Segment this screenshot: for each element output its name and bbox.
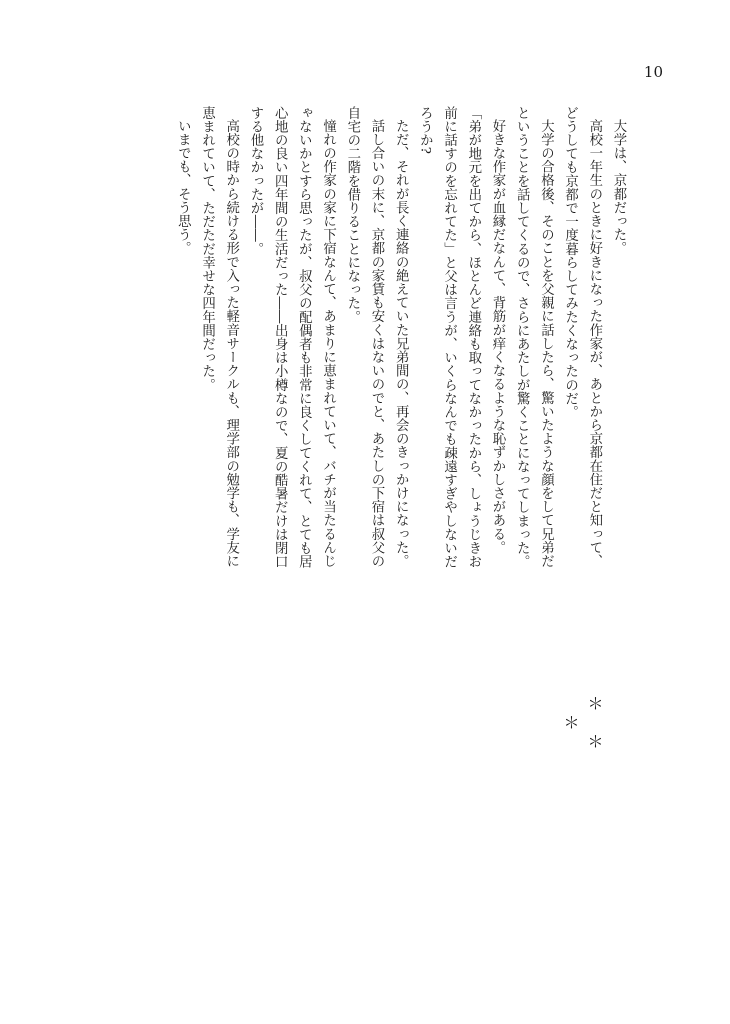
body-text: [150, 106, 630, 576]
paragraph: 好きな作家が血縁だなんて、背筋が痒くなるような恥ずかしさがある。: [489, 119, 505, 555]
paragraph: 「弟が地元を出てから、ほとんど連絡も取ってなかったから、しょうじきお前に話すのを忘れてた」と父は言うが、いくらなんでも疎遠すぎやしないだろうか?: [417, 106, 481, 569]
page-number: 10: [643, 63, 663, 81]
paragraph: いまでも、そう思う。: [175, 119, 191, 256]
paragraph: 話し合いの末に、京都の家賃も安くはないのでと、あたしの下宿は叔父の自宅の二階を借りることになった。: [344, 106, 384, 569]
paragraph: 大学の合格後、そのことを父親に話したら、驚いたような顔をして兄弟だということを話してくるので、さらにあたしが驚くことになってしまった。: [514, 106, 554, 569]
paragraph: 高校の時から続ける形で入った軽音サークルも、理学部の勉学も、学友に恵まれていて、ただただ幸せな四年間だった。: [199, 106, 239, 569]
paragraph: 憧れの作家の家に下宿なんて、あまりに恵まれていて、バチが当たるんじゃないかとすら思ったが、叔父の配偶者も非常に良くしてくれて、とても居心地の良い四年間の生活だった――出身は小樽なので、夏の酷暑だけは閉口する他なかったが――。: [247, 106, 336, 569]
paragraph: 高校一年生のときに好きになった作家が、あとから京都在住だと知って、どうしても京都で一度暮らしてみたくなったのだ。: [562, 106, 602, 569]
paragraph: ただ、それが長く連絡の絶えていた兄弟間の、再会のきっかけになった。: [393, 119, 409, 569]
paragraph: 大学は、京都だった。: [611, 119, 626, 256]
scene-break-asterisks: ＊＊＊: [561, 695, 604, 771]
